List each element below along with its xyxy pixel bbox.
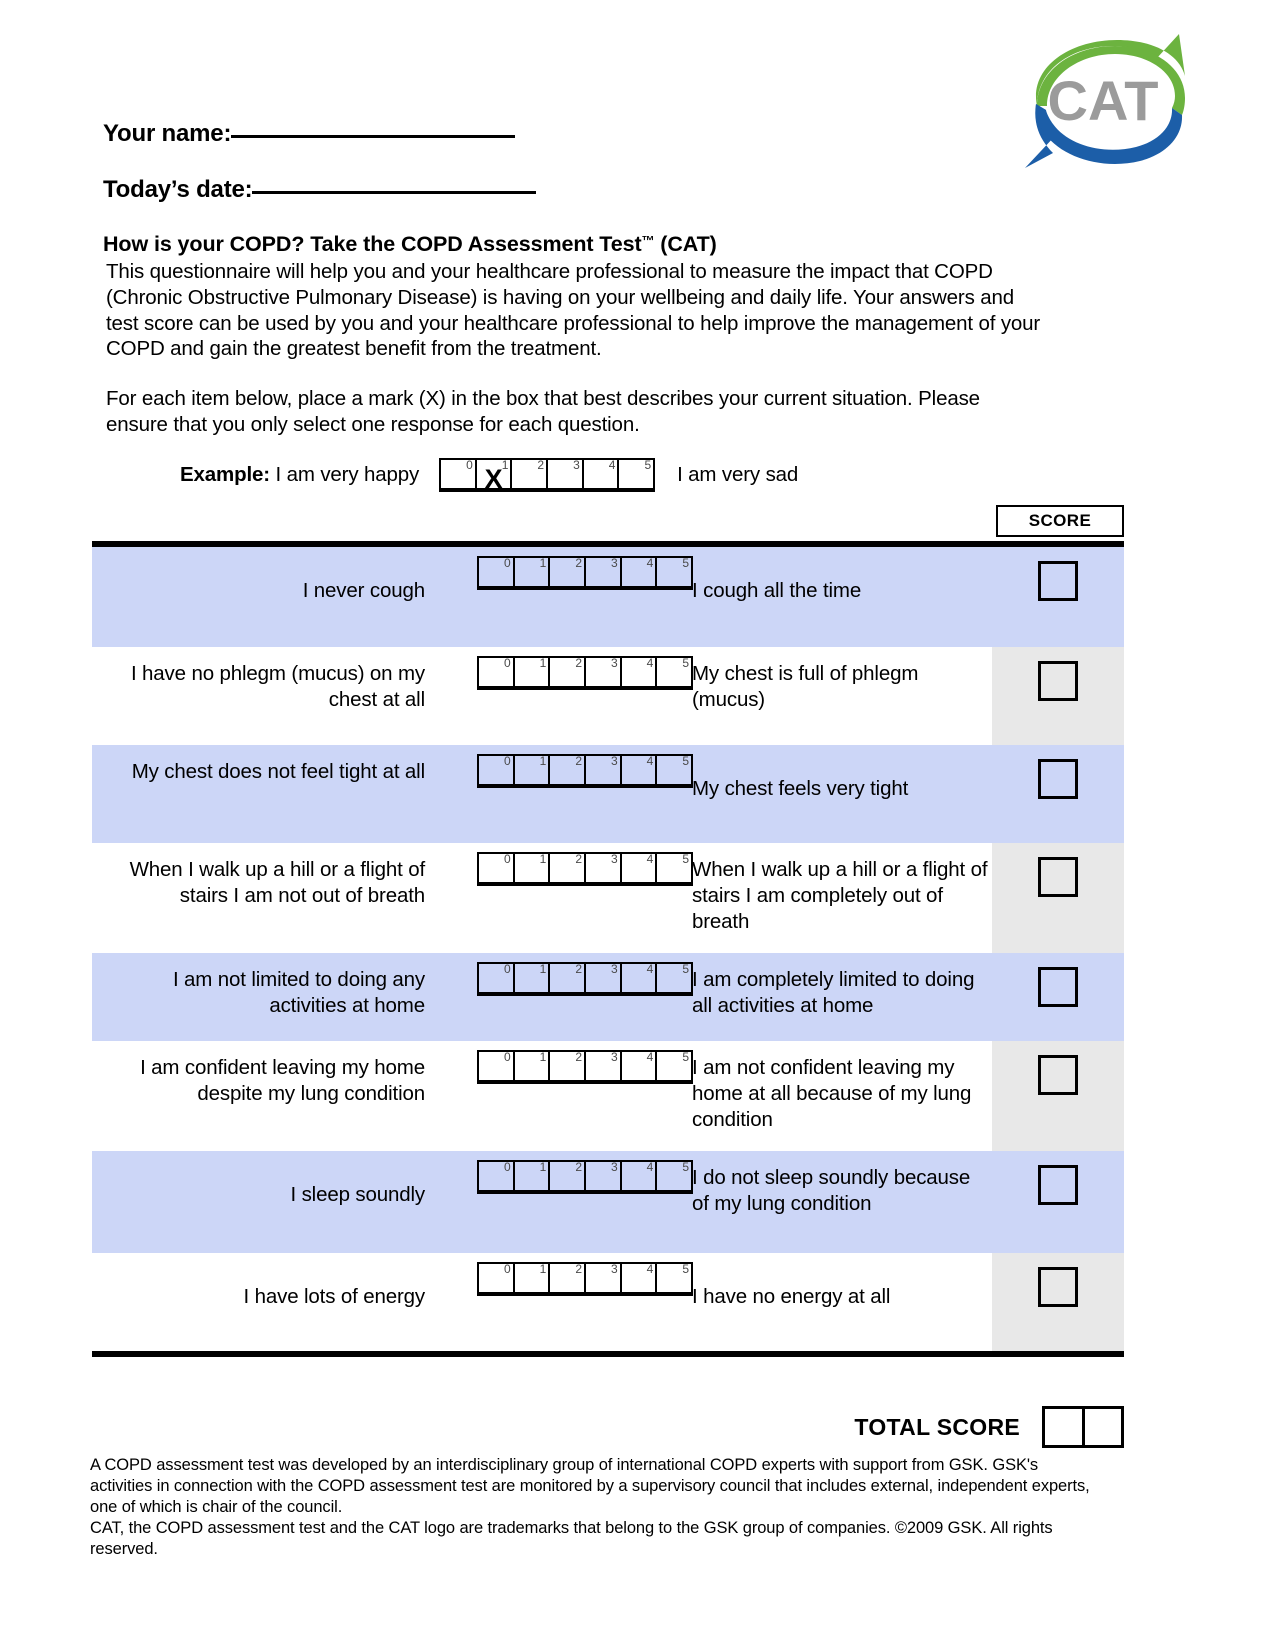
scale-number-4: 4 — [646, 962, 654, 976]
footer-legal-text — [90, 1455, 1100, 1560]
score-column-header: SCORE — [996, 505, 1124, 537]
q7-scale-cell-5[interactable] — [657, 1162, 691, 1190]
scale-number-2: 2 — [575, 556, 583, 570]
questions-table — [92, 541, 1124, 1357]
scale-number-3: 3 — [611, 556, 618, 570]
scale-number-1: 1 — [539, 656, 547, 670]
scale-number-2: 2 — [575, 656, 583, 670]
cat-logo — [1007, 28, 1187, 176]
question-6-left-text: I am confident leaving my home despite my lung condition — [140, 1056, 425, 1105]
table-row — [92, 953, 1124, 1041]
example-row — [180, 455, 798, 495]
q4-scale-cell-4[interactable] — [622, 854, 658, 882]
q2-scale-cell-4[interactable] — [622, 658, 658, 686]
questions-rows — [92, 547, 1124, 1351]
total-score-label: TOTAL SCORE — [854, 1413, 1020, 1440]
example-x-mark: X — [484, 464, 503, 494]
scale-number-4: 4 — [646, 1050, 654, 1064]
total-score-box-tens[interactable] — [1045, 1409, 1085, 1445]
your-name-field-row — [103, 120, 515, 148]
scale-number-2: 2 — [575, 962, 583, 976]
scale-number-2: 2 — [575, 852, 583, 866]
example-scale-cell-4[interactable] — [584, 460, 620, 488]
question-2-scale[interactable] — [477, 656, 693, 690]
question-6-score-cell — [992, 1041, 1124, 1095]
total-score-box-units[interactable] — [1085, 1409, 1122, 1445]
scale-number-5: 5 — [682, 754, 690, 768]
scale-number-4: 4 — [608, 458, 616, 472]
question-4-score-cell — [992, 843, 1124, 897]
q3-scale-cell-4[interactable] — [622, 756, 658, 784]
q6-scale-cell-2[interactable] — [550, 1052, 586, 1080]
q4-scale-cell-2[interactable] — [550, 854, 586, 882]
question-5-scale[interactable] — [477, 962, 693, 996]
scale-number-5: 5 — [644, 458, 652, 472]
q1-scale-cell-3[interactable] — [586, 558, 622, 586]
todays-date-field-row — [103, 176, 536, 204]
scale-number-5: 5 — [682, 656, 690, 670]
question-1-left-text: I never cough — [302, 579, 425, 602]
your-name-input-line[interactable] — [231, 134, 515, 138]
scale-number-3: 3 — [573, 458, 580, 472]
table-row — [92, 547, 1124, 647]
question-7-scale[interactable] — [477, 1160, 693, 1194]
question-4-score-box[interactable] — [1038, 857, 1078, 897]
example-label: Example: — [180, 463, 270, 486]
q3-scale-cell-3[interactable] — [586, 756, 622, 784]
question-8-scale-wrap — [437, 1253, 692, 1296]
scale-number-3: 3 — [611, 962, 618, 976]
table-row — [92, 1151, 1124, 1253]
q3-scale-cell-5[interactable] — [657, 756, 691, 784]
scale-number-0: 0 — [503, 656, 511, 670]
question-7-left-text: I sleep soundly — [290, 1183, 425, 1206]
q6-scale-cell-4[interactable] — [622, 1052, 658, 1080]
table-row — [92, 647, 1124, 745]
q4-scale-cell-3[interactable] — [586, 854, 622, 882]
scale-number-0: 0 — [503, 1262, 511, 1276]
question-1-score-cell — [992, 547, 1124, 601]
example-scale-cell-2[interactable] — [512, 460, 548, 488]
scale-number-5: 5 — [682, 962, 690, 976]
question-4-scale-wrap — [437, 843, 692, 886]
q8-scale-cell-1[interactable] — [515, 1264, 551, 1292]
todays-date-label: Today’s date: — [103, 176, 253, 203]
question-5-right-text: I am completely limited to doing all activities at home — [692, 968, 975, 1017]
scale-number-0: 0 — [503, 754, 511, 768]
scale-number-4: 4 — [646, 1262, 654, 1276]
question-2-right-text: My chest is full of phlegm (mucus) — [692, 662, 919, 711]
example-scale-cell-0[interactable] — [441, 460, 477, 488]
scale-number-4: 4 — [646, 656, 654, 670]
question-1-right-text: I cough all the time — [692, 579, 862, 602]
example-scale-cell-3[interactable] — [548, 460, 584, 488]
scale-number-1: 1 — [539, 754, 547, 768]
scale-number-0: 0 — [503, 1160, 511, 1174]
scale-number-5: 5 — [682, 556, 690, 570]
scale-number-0: 0 — [503, 852, 511, 866]
q1-scale-cell-2[interactable] — [550, 558, 586, 586]
footer-paragraph-2: CAT, the COPD assessment test and the CAT logo are trademarks that belong to the GSK group of companies. ©2009 GSK. All rights reserved. — [90, 1519, 1053, 1558]
question-7-scale-wrap — [437, 1151, 692, 1194]
scale-number-3: 3 — [611, 1050, 618, 1064]
scale-number-5: 5 — [682, 1050, 690, 1064]
q6-scale-cell-3[interactable] — [586, 1052, 622, 1080]
scale-number-4: 4 — [646, 556, 654, 570]
question-5-score-cell — [992, 953, 1124, 1007]
question-3-score-cell — [992, 745, 1124, 799]
scale-number-2: 2 — [575, 1160, 583, 1174]
q5-scale-cell-0[interactable] — [479, 964, 515, 992]
question-5-score-box[interactable] — [1038, 967, 1078, 1007]
scale-number-2: 2 — [537, 458, 545, 472]
scale-number-4: 4 — [646, 1160, 654, 1174]
question-4-left-text: When I walk up a hill or a flight of stairs I am not out of breath — [129, 858, 425, 907]
scale-number-3: 3 — [611, 754, 618, 768]
table-row — [92, 843, 1124, 953]
question-3-left-text: My chest does not feel tight at all — [131, 760, 425, 783]
q7-scale-cell-0[interactable] — [479, 1162, 515, 1190]
scale-number-1: 1 — [539, 556, 547, 570]
example-scale-cell-1[interactable] — [477, 458, 513, 494]
instructions-paragraph: For each item below, place a mark (X) in the box that best describes your current situation. Please ensure that you only select one response for each question. — [106, 387, 980, 436]
table-row — [92, 1041, 1124, 1151]
total-score-row — [92, 1404, 1124, 1450]
q8-scale-cell-3[interactable] — [586, 1264, 622, 1292]
scale-number-0: 0 — [466, 458, 473, 472]
table-row — [92, 1253, 1124, 1351]
q5-scale-cell-4[interactable] — [622, 964, 658, 992]
scale-number-1: 1 — [539, 1262, 547, 1276]
scale-number-5: 5 — [682, 1160, 690, 1174]
scale-number-0: 0 — [503, 1050, 511, 1064]
intro-paragraph: This questionnaire will help you and your healthcare professional to measure the impact that COPD (Chronic Obstructive Pulmonary Disease) is having on your wellbeing and daily life. Your answers and test score can be used by you and your healthcare professional to help improve the management of your COPD and gain the greatest benefit from the treatment. — [106, 260, 1041, 361]
q6-scale-cell-5[interactable] — [657, 1052, 691, 1080]
q1-scale-cell-0[interactable] — [479, 558, 515, 586]
question-8-score-cell — [992, 1253, 1124, 1307]
q1-scale-cell-4[interactable] — [622, 558, 658, 586]
q4-scale-cell-1[interactable] — [515, 854, 551, 882]
question-8-scale[interactable] — [477, 1262, 693, 1296]
page-title — [103, 232, 717, 257]
scale-number-2: 2 — [575, 1050, 583, 1064]
question-5-left-text: I am not limited to doing any activities at home — [172, 968, 425, 1017]
question-8-left-text: I have lots of energy — [243, 1285, 425, 1308]
scale-number-4: 4 — [646, 852, 654, 866]
q2-scale-cell-0[interactable] — [479, 658, 515, 686]
example-left-text — [180, 463, 419, 487]
example-left-statement: I am very happy — [275, 463, 420, 486]
page-title-suffix: (CAT) — [654, 232, 717, 256]
cat-logo-text: CAT — [1047, 69, 1159, 132]
footer-paragraph-1: A COPD assessment test was developed by an interdisciplinary group of international COPD experts with support from GSK. GSK's activities in connection with the COPD assessment test are monitored by a supervisory council that includes external, independent experts, one of which is chair of the council. — [90, 1456, 1090, 1516]
question-8-score-box[interactable] — [1038, 1267, 1078, 1307]
q4-scale-cell-5[interactable] — [657, 854, 691, 882]
scale-number-1: 1 — [539, 1160, 547, 1174]
scale-number-3: 3 — [611, 656, 618, 670]
q5-scale-cell-3[interactable] — [586, 964, 622, 992]
question-7-right-text: I do not sleep soundly because of my lung condition — [692, 1166, 971, 1215]
q8-scale-cell-5[interactable] — [657, 1264, 691, 1292]
table-row — [92, 745, 1124, 843]
scale-number-4: 4 — [646, 754, 654, 768]
q5-scale-cell-2[interactable] — [550, 964, 586, 992]
question-5-scale-wrap — [437, 953, 692, 996]
question-3-right-text: My chest feels very tight — [692, 777, 909, 800]
q8-scale-cell-0[interactable] — [479, 1264, 515, 1292]
your-name-label: Your name: — [103, 120, 232, 147]
scale-number-0: 0 — [503, 556, 511, 570]
question-2-left-text: I have no phlegm (mucus) on my chest at all — [130, 662, 425, 711]
q5-scale-cell-1[interactable] — [515, 964, 551, 992]
q2-scale-cell-1[interactable] — [515, 658, 551, 686]
scale-number-3: 3 — [611, 852, 618, 866]
q6-scale-cell-1[interactable] — [515, 1052, 551, 1080]
q3-scale-cell-1[interactable] — [515, 756, 551, 784]
scale-number-3: 3 — [611, 1262, 618, 1276]
scale-number-2: 2 — [575, 1262, 583, 1276]
question-1-scale-wrap — [437, 547, 692, 590]
example-scale[interactable] — [439, 458, 655, 492]
q7-scale-cell-4[interactable] — [622, 1162, 658, 1190]
scale-number-5: 5 — [682, 852, 690, 866]
question-4-right-text: When I walk up a hill or a flight of stairs I am completely out of breath — [692, 858, 988, 933]
question-6-score-box[interactable] — [1038, 1055, 1078, 1095]
total-score-boxes[interactable] — [1042, 1406, 1124, 1448]
scale-number-1: 1 — [539, 1050, 547, 1064]
example-scale-cell-5[interactable] — [619, 460, 653, 488]
q3-scale-cell-2[interactable] — [550, 756, 586, 784]
example-right-statement: I am very sad — [677, 463, 799, 486]
q8-scale-cell-4[interactable] — [622, 1264, 658, 1292]
question-2-scale-wrap — [437, 647, 692, 690]
question-6-scale-wrap — [437, 1041, 692, 1084]
todays-date-input-line[interactable] — [252, 190, 536, 194]
q7-scale-cell-2[interactable] — [550, 1162, 586, 1190]
q1-scale-cell-1[interactable] — [515, 558, 551, 586]
question-1-score-box[interactable] — [1038, 561, 1078, 601]
page-title-main: How is your COPD? Take the COPD Assessment Test — [103, 232, 642, 256]
scale-number-0: 0 — [503, 962, 511, 976]
question-7-score-cell — [992, 1151, 1124, 1205]
q4-scale-cell-0[interactable] — [479, 854, 515, 882]
question-8-right-text: I have no energy at all — [692, 1285, 891, 1308]
scale-number-3: 3 — [611, 1160, 618, 1174]
q2-scale-cell-5[interactable] — [657, 658, 691, 686]
q7-scale-cell-3[interactable] — [586, 1162, 622, 1190]
trademark-symbol: ™ — [641, 233, 655, 248]
scale-number-1: 1 — [501, 458, 509, 472]
table-bottom-rule — [92, 1351, 1124, 1357]
scale-number-1: 1 — [539, 852, 547, 866]
q8-scale-cell-2[interactable] — [550, 1264, 586, 1292]
scale-number-2: 2 — [575, 754, 583, 768]
q2-scale-cell-2[interactable] — [550, 658, 586, 686]
q7-scale-cell-1[interactable] — [515, 1162, 551, 1190]
question-2-score-cell — [992, 647, 1124, 701]
question-3-score-box[interactable] — [1038, 759, 1078, 799]
question-2-score-box[interactable] — [1038, 661, 1078, 701]
q1-scale-cell-5[interactable] — [657, 558, 691, 586]
question-7-score-box[interactable] — [1038, 1165, 1078, 1205]
question-3-scale-wrap — [437, 745, 692, 788]
q5-scale-cell-5[interactable] — [657, 964, 691, 992]
scale-number-1: 1 — [539, 962, 547, 976]
q6-scale-cell-0[interactable] — [479, 1052, 515, 1080]
q2-scale-cell-3[interactable] — [586, 658, 622, 686]
question-6-scale[interactable] — [477, 1050, 693, 1084]
scale-number-5: 5 — [682, 1262, 690, 1276]
q3-scale-cell-0[interactable] — [479, 756, 515, 784]
question-4-scale[interactable] — [477, 852, 693, 886]
question-6-right-text: I am not confident leaving my home at all because of my lung condition — [692, 1056, 972, 1131]
question-1-scale[interactable] — [477, 556, 693, 590]
question-3-scale[interactable] — [477, 754, 693, 788]
